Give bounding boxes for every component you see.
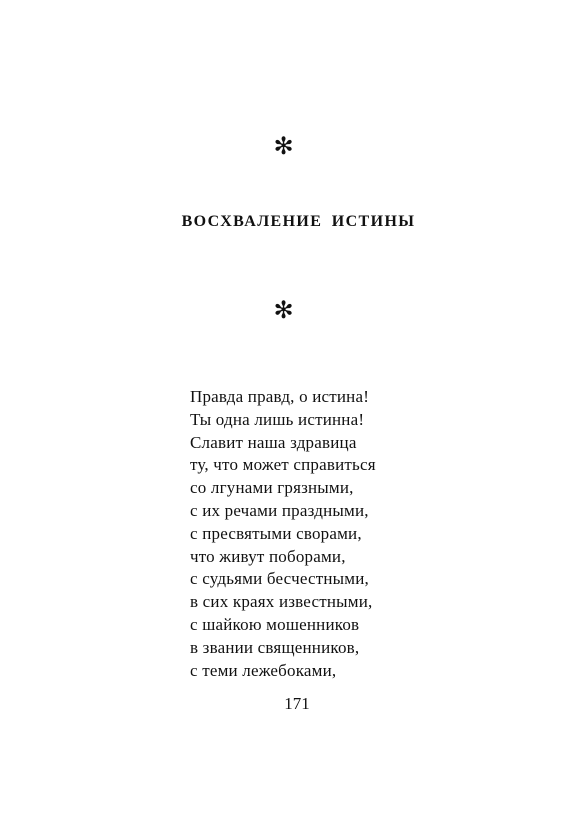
- poem-line: Ты одна лишь истинна!: [190, 409, 365, 429]
- poem-line: Славит наша здравица: [190, 432, 357, 452]
- poem-line: что живут поборами,: [190, 546, 346, 566]
- ornament-asterism-top: ✻: [273, 132, 294, 160]
- poem-line: с теми лежебоками,: [190, 660, 337, 680]
- poem-line: со лгунами грязными,: [190, 478, 354, 498]
- poem-line: Правда правд, о истина!: [190, 387, 370, 406]
- ornament-asterism-bottom: ✻: [273, 296, 294, 324]
- poem-line: с их речами праздными,: [190, 500, 369, 520]
- poem-line: в звании священников,: [190, 637, 360, 657]
- poem-line: в сих краях известными,: [190, 592, 373, 612]
- poem-line: с судьями бесчестными,: [190, 569, 369, 589]
- poem-title: ВОСХВАЛЕНИЕ ИСТИНЫ: [181, 213, 416, 230]
- poem-line: ту, что может справиться: [190, 455, 376, 475]
- page-number: 171: [284, 694, 310, 713]
- poem-line: с пресвятыми сворами,: [190, 523, 362, 543]
- poem-body: [190, 386, 376, 682]
- poem-line: с шайкою мошенников: [190, 614, 360, 634]
